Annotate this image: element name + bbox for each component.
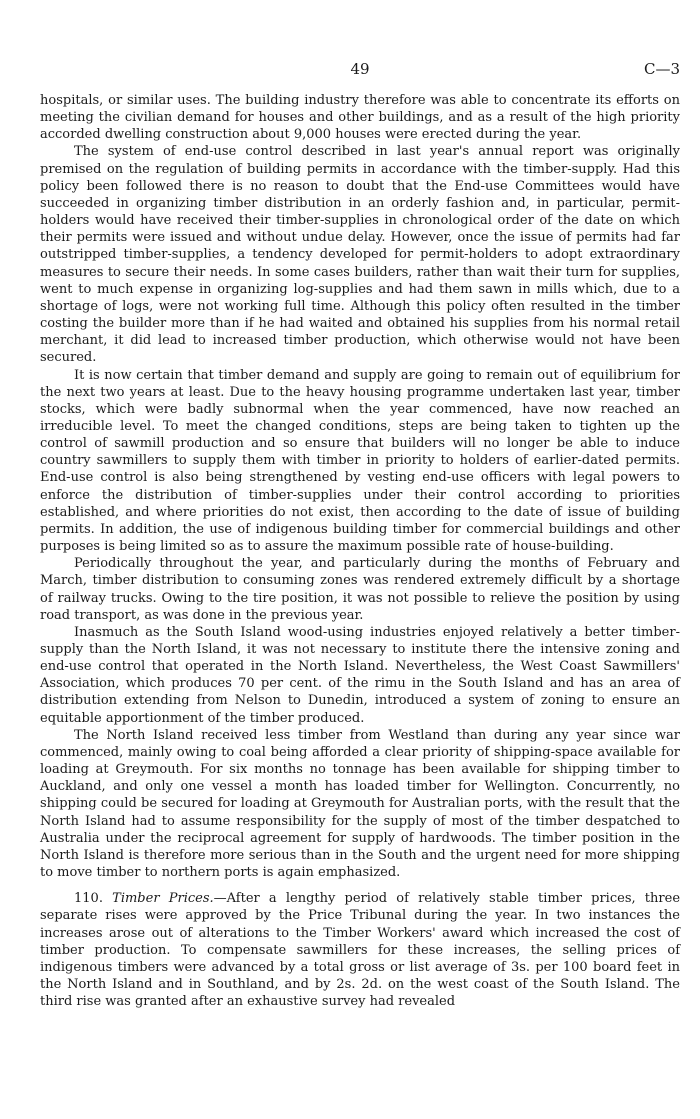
section-heading: Timber Prices. — [112, 891, 214, 907]
page-header — [40, 60, 680, 80]
section-text: —After a lengthy period of relatively stable timber prices, three separate rises were approved by the Price Tribunal during the year. In two instances the increases arose out of alterations to the Timber Workers' award which increased the cost of timber production. To compensate sawmillers for these increases, the selling prices of indigenous timbers were advanced by a total gross or list average of 3s. per 100 board feet in the North Island and in Southland, and by 2s. 2d. on the west coast of the South Island. The third rise was granted after an exhaustive survey had revealed — [40, 891, 681, 1010]
section-110-timber-prices — [40, 890, 680, 1010]
paragraph-end-use-control-system: The system of end-use control described in last year's annual report was originally premised on the regulation of building permits in accordance with the timber-supply. Had this policy been followed there is no reason to doubt that the End-use Committees would have succeeded in organizing timber distribution in an orderly fashion and, in particular, permit-holders would have received their timber-supplies in chronological order of the date on which their permits were issued and without undue delay. However, once the issue of permits had far outstripped timber-supplies, a tendency developed for permit-holders to adopt extraordinary measures to secure their needs. In some cases builders, rather than wait their turn for supplies, went to much expense in organizing log-supplies and had them sawn in mills which, due to a shortage of logs, were not working full time. Although this policy often resulted in the timber costing the builder more than if he had waited and obtained his supplies from his normal retail merchant, it did lead to increased timber production, which otherwise would not have been secured. — [40, 144, 680, 366]
body-text — [40, 92, 680, 1010]
paragraph-railway-trucks: Periodically throughout the year, and particularly during the months of February and March, timber distribution to consuming zones was rendered extremely difficult by a shortage of railway trucks. Owing to the tire position, it was not possible to relieve the position by using road transport, as was done in the previous year. — [40, 556, 680, 623]
paragraph-demand-supply-equilibrium: It is now certain that timber demand and supply are going to remain out of equilibrium for the next two years at least. Due to the heavy housing programme undertaken last year, timber stocks, which were badly subnormal when the year commenced, have now reached an irreducible level. To meet the changed conditions, steps are being taken to tighten up the control of sawmill production and so ensure that builders will no longer be able to induce country sawmillers to supply them with timber in priority to holders of earlier-dated permits. End-use control is also being strengthened by vesting end-use officers with legal powers to enforce the distribution of timber-supplies under their control according to priorities established, and where priorities do not exist, then according to the date of issue of building permits. In addition, the use of indigenous building timber for commercial buildings and other purposes is being limited so as to assure the maximum possible rate of house-building. — [40, 367, 680, 555]
paragraph-south-island: Inasmuch as the South Island wood-using industries enjoyed relatively a better timber-supply than the North Island, it was not necessary to institute there the intensive zoning and end-use control that operated in the North Island. Nevertheless, the West Coast Sawmillers' Association, which produces 70 per cent. of the rimu in the South Island and has an area of distribution extending from Nelson to Dunedin, introduced a system of zoning to ensure an equitable apportionment of the timber produced. — [40, 624, 680, 726]
page-number: 49 — [350, 60, 370, 78]
paragraph-north-island-supply: The North Island received less timber from Westland than during any year since war commenced, mainly owing to coal being afforded a clear priority of shipping-space available for loading at Greymouth. For six months no tonnage has been available for shipping timber to Auckland, and only one vessel a month has loaded timber for Wellington. Concurrently, no shipping could be secured for loading at Greymouth for Australian ports, with the result that the North Island had to assume responsibility for the supply of most of the timber despatched to Australia under the reciprocal agreement for supply of hardwoods. The timber position in the North Island is therefore more serious than in the South and the urgent need for more shipping to move timber to northern ports is again emphasized. — [40, 727, 680, 881]
section-number: 110. — [74, 891, 103, 907]
series-code: C—3 — [643, 60, 680, 78]
paragraph-continued: hospitals, or similar uses. The building industry therefore was able to concentrate its efforts on meeting the civilian demand for houses and other buildings, and as a result of the high priority accorded dwelling construction about 9,000 houses were erected during the year. — [40, 93, 680, 143]
